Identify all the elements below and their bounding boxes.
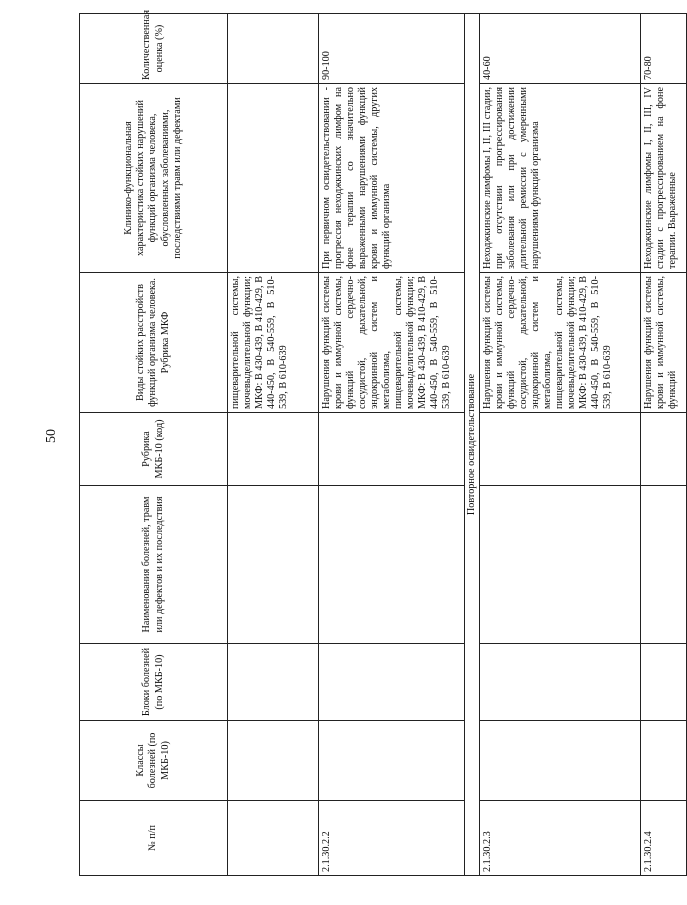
cell-names — [228, 486, 319, 644]
cell-names — [480, 486, 641, 644]
header-percent: Количественная оценка (%) — [80, 14, 228, 84]
cell-types: Нарушения функций системы крови и иммунной системы, функций сердечно-сосудистой, дыхательной, эндокринной систем и метаболизма, пищеварительной системы, мочевыделительной функции; МКФ: В 430-439, В 410-429, В 440-450, В 540-559, В 510-539, В 610-639 — [319, 273, 465, 413]
header-clinical: Клинико-функциональная характеристика стойких нарушений функций организма человека, обусловленных заболеваниями, последствиями травм или дефектами — [80, 84, 228, 273]
page-number: 50 — [44, 429, 59, 443]
cell-blocks — [319, 644, 465, 721]
cell-names — [319, 486, 465, 644]
cell-types: пищеварительной системы, мочевыделительной функции; МКФ: В 430-439, В 410-429, В 440-450, В 540-559, В 510-539, В 610-639 — [228, 273, 319, 413]
cell-rubric — [480, 413, 641, 486]
header-num: № п/п — [80, 801, 228, 876]
cell-classes — [641, 721, 687, 801]
cell-rubric — [228, 413, 319, 486]
table-row — [480, 14, 641, 876]
cell-num — [228, 801, 319, 876]
header-blocks: Блоки болезней (по МКБ-10) — [80, 644, 228, 721]
header-classes: Классы болезней (по МКБ-10) — [80, 721, 228, 801]
header-names: Наименования болезней, травм или дефектов и их последствия — [80, 486, 228, 644]
cell-clinical — [228, 84, 319, 273]
rotated-table-container — [79, 9, 679, 876]
cell-rubric — [319, 413, 465, 486]
cell-percent — [228, 14, 319, 84]
cell-classes — [228, 721, 319, 801]
cell-blocks — [641, 644, 687, 721]
cell-clinical: Неходжкинские лимфомы I, II, III, IV стадии с прогрессированием на фоне терапии. Выраженные — [641, 84, 687, 273]
section-row — [465, 14, 480, 876]
section-title: Повторное освидетельствование — [465, 14, 480, 876]
cell-num: 2.1.30.2.4 — [641, 801, 687, 876]
document-page — [79, 9, 679, 876]
header-types: Виды стойких расстройств функций организма человека. Рубрика МКФ — [80, 273, 228, 413]
table-header-row — [80, 14, 228, 876]
cell-names — [641, 486, 687, 644]
table-row — [641, 14, 687, 876]
cell-rubric — [641, 413, 687, 486]
cell-classes — [319, 721, 465, 801]
header-rubric: Рубрика МКБ-10 (код) — [80, 413, 228, 486]
cell-num: 2.1.30.2.3 — [480, 801, 641, 876]
cell-blocks — [480, 644, 641, 721]
cell-types: Нарушения функций системы крови и иммунной системы, функций — [641, 273, 687, 413]
cell-num: 2.1.30.2.2 — [319, 801, 465, 876]
table-row — [228, 14, 319, 876]
cell-clinical: Неходжкинские лимфомы I, II, III стадии, при отсутствии прогрессирования заболевания или при достижении длительной ремиссии с умеренными нарушениями функций организма — [480, 84, 641, 273]
table-row — [319, 14, 465, 876]
cell-percent: 40-60 — [480, 14, 641, 84]
cell-percent: 90-100 — [319, 14, 465, 84]
cell-types: Нарушения функций системы крови и иммунной системы, функций сердечно-сосудистой, дыхательной, эндокринной систем и метаболизма, пищеварительной системы, мочевыделительной функции; МКФ: В 430-439, В 410-429, В 440-450, В 540-559, В 510-539, В 610-639 — [480, 273, 641, 413]
cell-classes — [480, 721, 641, 801]
cell-blocks — [228, 644, 319, 721]
cell-clinical: При первичном освидетельствовании - прогрессия неходжкинских лимфом на фоне терапии со значительно выраженными нарушениями функций крови и иммунной системы, других функций организма — [319, 84, 465, 273]
cell-percent: 70-80 — [641, 14, 687, 84]
disability-criteria-table — [79, 9, 687, 876]
